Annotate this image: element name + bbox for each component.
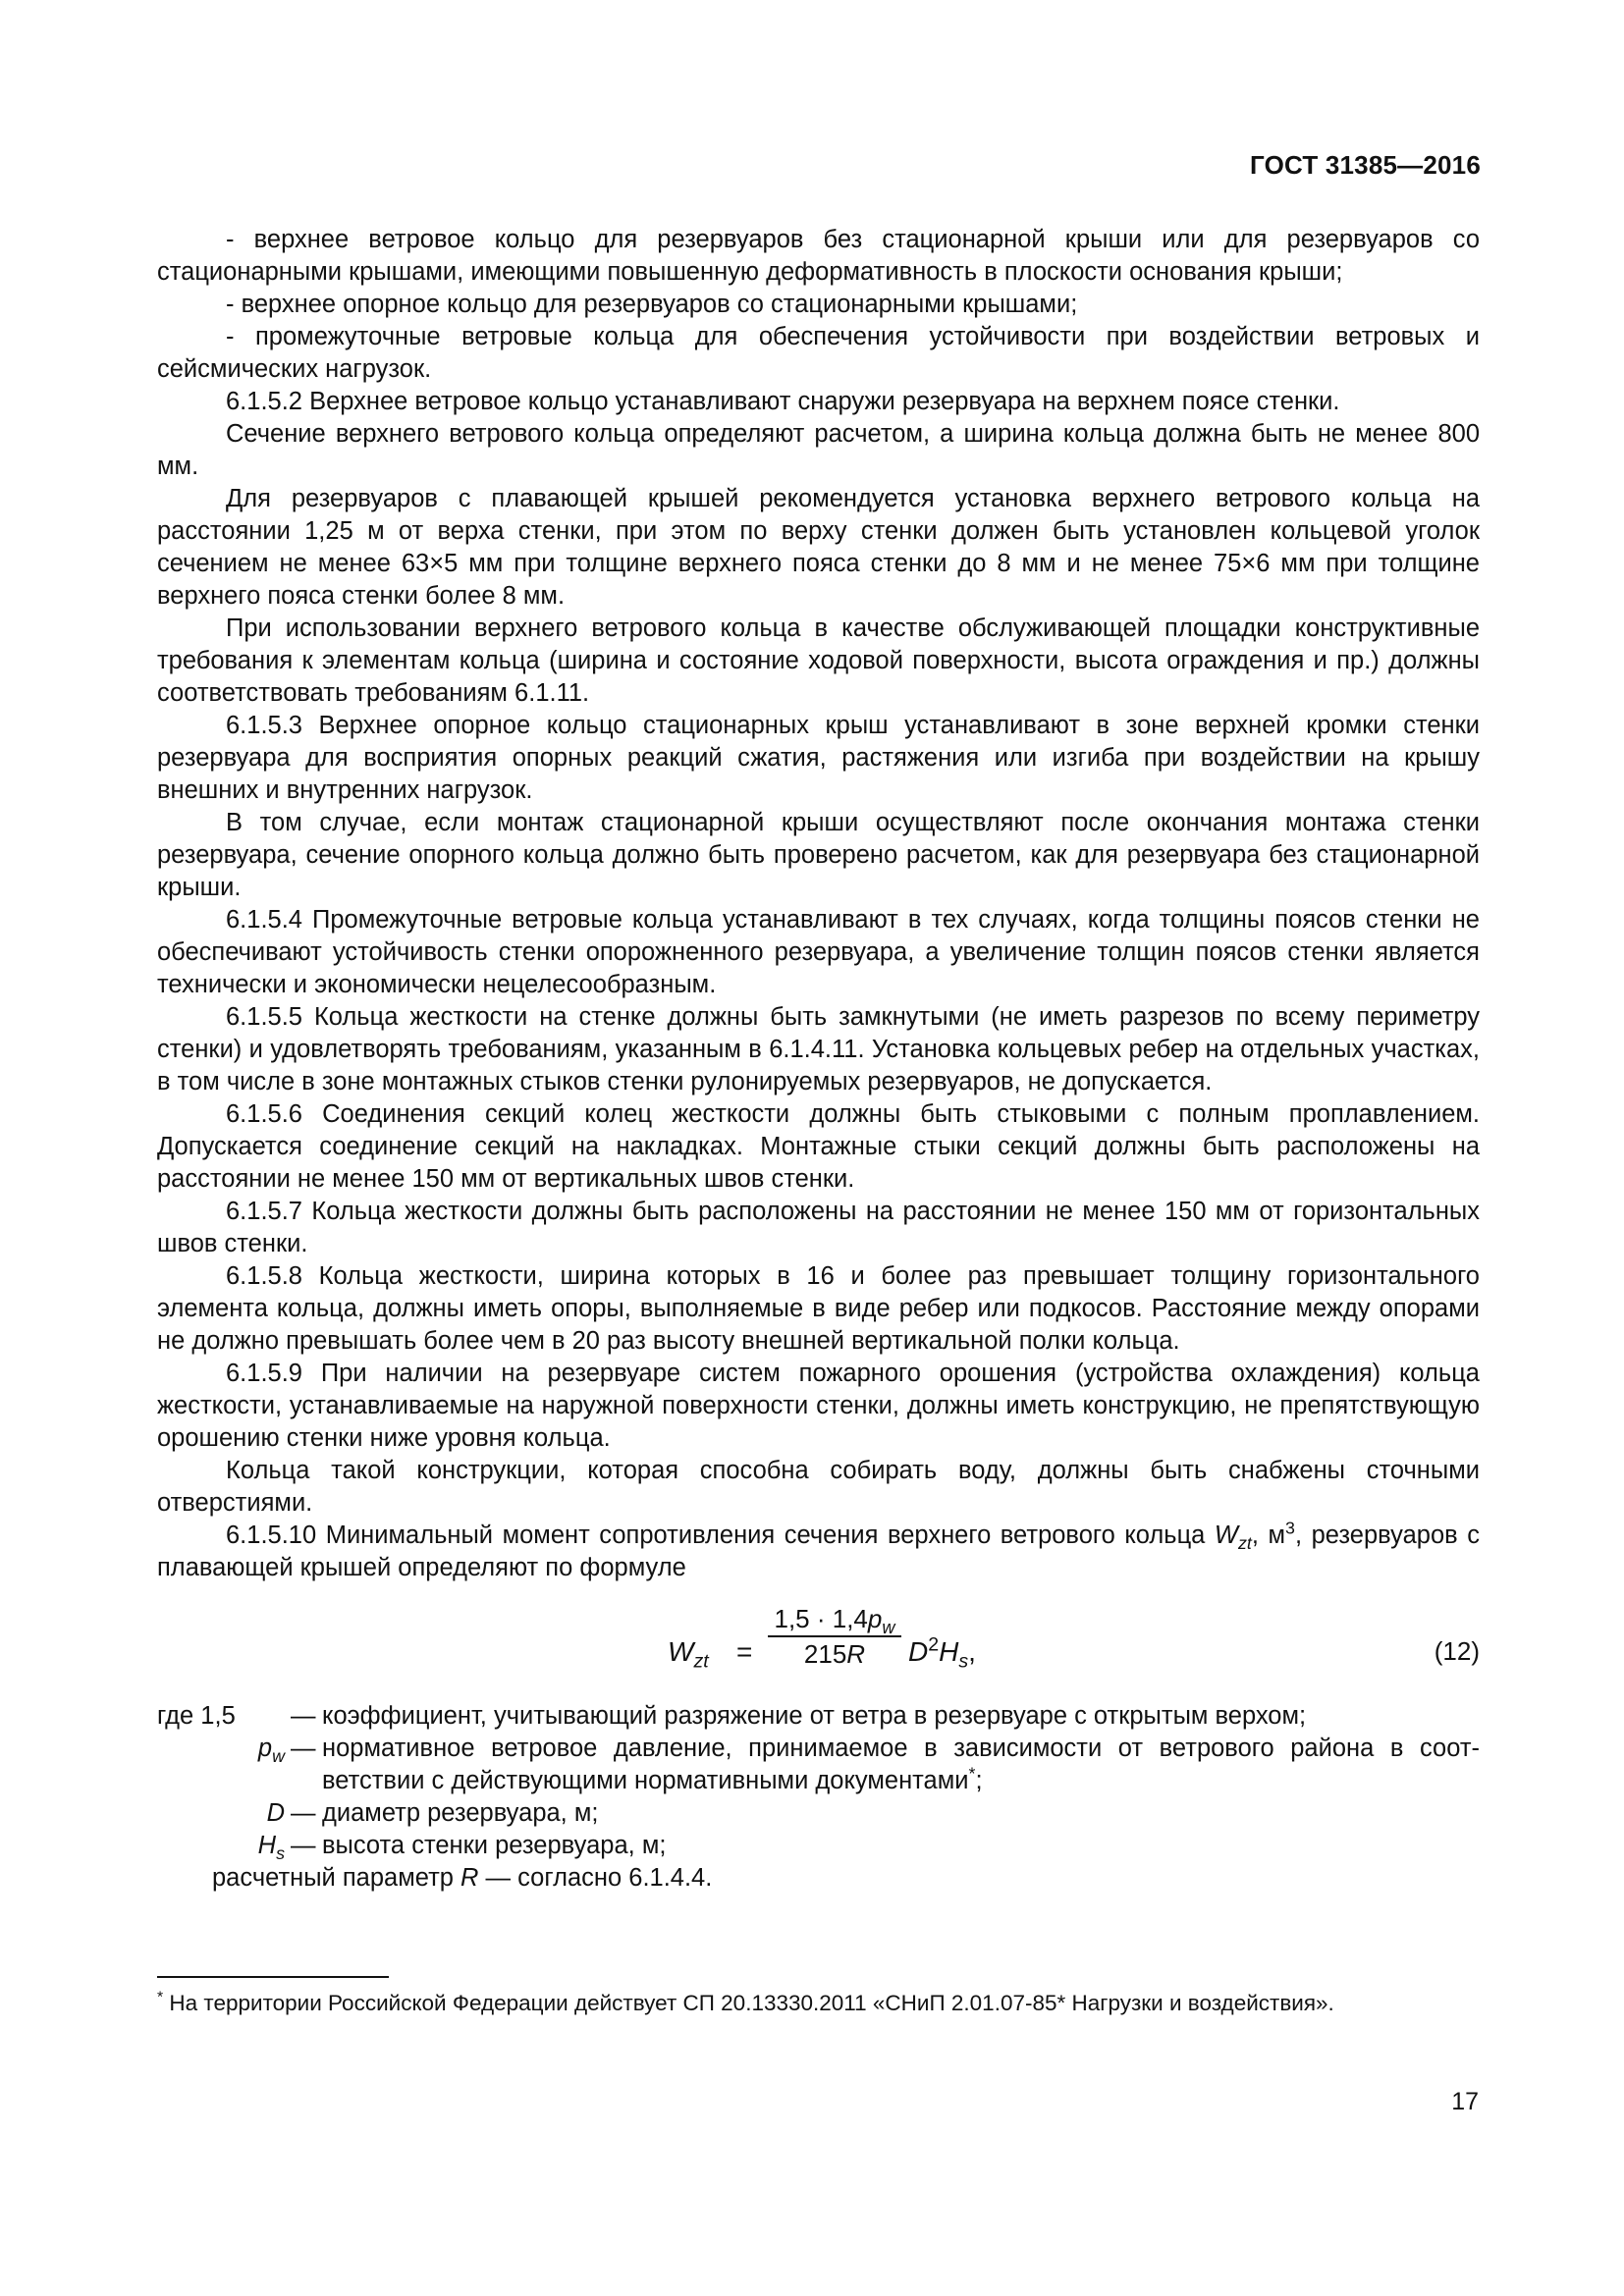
- footnote-reference: *: [968, 1763, 976, 1784]
- definitions-list: [157, 1700, 1480, 1895]
- formula-intro-subscript: zt: [1237, 1533, 1252, 1554]
- paragraph: 6.1.5.3 Верхнее опорное кольцо стационарных крыш устанавливают в зоне верхней кромки стенки резервуара для восприятия опорных реакций сжатия, растяжения или изгиба при воздействии на крышу внешних и внутренних нагрузок.: [157, 712, 1480, 804]
- paragraph: 6.1.5.7 Кольца жесткости должны быть расположены на расстоянии не менее 150 мм от горизонтальных швов стенки.: [157, 1198, 1480, 1257]
- formula-rhs: [908, 1633, 976, 1673]
- formula-lhs: [668, 1635, 709, 1673]
- body-text: [157, 224, 1480, 1895]
- formula-rhs-comma: ,: [968, 1636, 976, 1667]
- formula-lhs-symbol: W: [668, 1636, 694, 1667]
- formula-denominator-number: 215: [803, 1639, 847, 1669]
- footnote-separator: [157, 1976, 389, 1978]
- formula-numerator-coefficients: 1,5 · 1,4: [774, 1604, 868, 1633]
- formula-fraction: [766, 1602, 903, 1671]
- definition-item: [157, 1797, 1480, 1830]
- definition-text: высота стенки резервуара, м;: [322, 1832, 667, 1859]
- paragraph: Сечение верхнего ветрового кольца определяют расчетом, а ширина кольца должна быть не менее 800 мм.: [157, 420, 1480, 480]
- definition-symbol-subscript: w: [272, 1746, 285, 1767]
- formula-numerator-subscript: w: [882, 1618, 895, 1638]
- definition-symbol: [157, 1733, 291, 1765]
- definition-symbol-letter: H: [257, 1832, 277, 1859]
- formula-intro-text-end: , резервуаров с плавающей крышей определяют по формуле: [157, 1522, 1480, 1581]
- definitions-tail-text-end: — согласно 6.1.4.4.: [478, 1864, 713, 1892]
- formula-intro-paragraph: [157, 1520, 1480, 1584]
- paragraph: Для резервуаров с плавающей крышей рекомендуется установка верхнего ветрового кольца на расстоянии 1,25 м от верха стенки, при этом по верху стенки должен быть установлен кольцевой уголок сечением не менее 63×5 мм при толщине верхнего пояса стенки до 8 мм и не менее 75×6 мм при толщине верхнего пояса стенки более 8 мм.: [157, 485, 1480, 610]
- definition-symbol: [157, 1797, 291, 1830]
- definition-text-body: нормативное ветровое давление, принимаемое в зависимости от ветрового района в соответствии с действующими нормативными документами: [322, 1735, 1480, 1794]
- definition-dash: —: [291, 1735, 316, 1762]
- formula-rhs-height: H: [939, 1636, 959, 1667]
- formula-intro-unit: , м: [1251, 1522, 1286, 1549]
- paragraph: - промежуточные ветровые кольца для обеспечения устойчивости при воздействии ветровых и сейсмических нагрузок.: [157, 323, 1480, 383]
- formula-numerator: [766, 1602, 903, 1638]
- definition-text: диаметр резервуара, м;: [322, 1799, 599, 1827]
- definition-symbol-letter: p: [257, 1735, 273, 1762]
- formula-numerator-variable: p: [867, 1604, 883, 1633]
- definition-prefix: где 1,5: [157, 1702, 236, 1730]
- paragraph: 6.1.5.2 Верхнее ветровое кольцо устанавливают снаружи резервуара на верхнем поясе стенки.: [226, 388, 1340, 415]
- definition-symbol: [157, 1830, 291, 1862]
- paragraph: При использовании верхнего ветрового кольца в качестве обслуживающей площадки конструктивные требования к элементам кольца (ширина и состояние ходовой поверхности, высота ограждения и пр.) должны соответствовать требованиям 6.1.11.: [157, 614, 1480, 707]
- definition-dash: —: [291, 1799, 316, 1827]
- definition-item: [157, 1700, 1480, 1733]
- paragraph: 6.1.5.4 Промежуточные ветровые кольца устанавливают в тех случаях, когда толщины поясов стенки не обеспечивают устойчивость стенки опорожненного резервуара, а увеличение толщин поясов стенки является технически и экономически нецелесообразным.: [157, 906, 1480, 998]
- paragraph: Кольца такой конструкции, которая способна собирать воду, должны быть снабжены сточными отверстиями.: [157, 1457, 1480, 1517]
- definition-symbol-subscript: s: [276, 1843, 285, 1864]
- formula-rhs-diameter: D: [908, 1636, 929, 1667]
- definitions-tail-text: расчетный параметр: [212, 1864, 461, 1892]
- footnote-mark: *: [157, 1989, 164, 2006]
- formula-rhs-diameter-power: 2: [928, 1633, 940, 1656]
- formula-block: [157, 1592, 1480, 1696]
- paragraph: - верхнее ветровое кольцо для резервуаров без стационарной крыши или для резервуаров со стационарными крышами, имеющими повышенную деформативность в плоскости основания крыши;: [157, 226, 1480, 286]
- definition-text-end: ;: [975, 1767, 983, 1794]
- formula-equals: =: [736, 1636, 753, 1667]
- paragraph: 6.1.5.6 Соединения секций колец жесткости должны быть стыковыми с полным проплавлением. Допускается соединение секций на накладках. Монтажные стыки секций должны быть расположены на расстоянии не менее 150 мм от вертикальных швов стенки.: [157, 1100, 1480, 1193]
- footnote: [157, 1989, 1480, 2018]
- paragraph: 6.1.5.9 При наличии на резервуаре систем пожарного орошения (устройства охлаждения) кольца жесткости, устанавливаемые на наружной поверхности стенки, должны иметь конструкцию, не препятствующую орошению стенки ниже уровня кольца.: [157, 1360, 1480, 1452]
- definition-item: [157, 1733, 1480, 1797]
- definition-dash: —: [291, 1702, 316, 1730]
- definition-item: [157, 1830, 1480, 1862]
- paragraph: В том случае, если монтаж стационарной крыши осуществляют после окончания монтажа стенки резервуара, сечение опорного кольца должно быть проверено расчетом, как для резервуара без стационарной крыши.: [157, 809, 1480, 901]
- paragraph: 6.1.5.5 Кольца жесткости на стенке должны быть замкнутыми (не иметь разрезов по всему периметру стенки) и удовлетворять требованиям, указанным в 6.1.4.11. Установка кольцевых ребер на отдельных участках, в том числе в зоне монтажных стыков стенки рулонируемых резервуаров, не допускается.: [157, 1003, 1480, 1095]
- page-number: 17: [1451, 2088, 1479, 2115]
- formula-rhs-height-subscript: s: [958, 1650, 969, 1673]
- formula-intro-symbol: W: [1214, 1522, 1238, 1549]
- paragraph: - верхнее опорное кольцо для резервуаров со стационарными крышами;: [226, 291, 1078, 318]
- definitions-tail: [157, 1862, 1480, 1895]
- formula-intro-unit-power: 3: [1285, 1518, 1295, 1538]
- definition-dash: —: [291, 1832, 316, 1859]
- document-code-header: ГОСТ 31385—2016: [1250, 150, 1481, 180]
- definition-symbol-letter: D: [266, 1799, 285, 1827]
- formula-intro-text: 6.1.5.10 Минимальный момент сопротивления сечения верхнего ветрового кольца: [226, 1522, 1215, 1549]
- definition-text: [322, 1733, 1480, 1797]
- definitions-tail-symbol: R: [460, 1864, 479, 1892]
- formula-lhs-subscript: zt: [693, 1650, 709, 1673]
- formula-denominator-variable: R: [846, 1639, 866, 1669]
- formula-number: (12): [1434, 1636, 1480, 1666]
- definition-text: коэффициент, учитывающий разряжение от ветра в резервуаре с открытым верхом;: [322, 1702, 1307, 1730]
- footnote-text: На территории Российской Федерации действует СП 20.13330.2011 «СНиП 2.01.07-85* Нагрузки и воздействия».: [163, 1991, 1334, 2015]
- paragraph: 6.1.5.8 Кольца жесткости, ширина которых в 16 и более раз превышает толщину горизонтального элемента кольца, должны иметь опоры, выполняемые в виде ребер или подкосов. Расстояние между опорами не должно превышать более чем в 20 раз высоту внешней вертикальной полки кольца.: [157, 1262, 1480, 1355]
- formula-denominator: [766, 1637, 903, 1671]
